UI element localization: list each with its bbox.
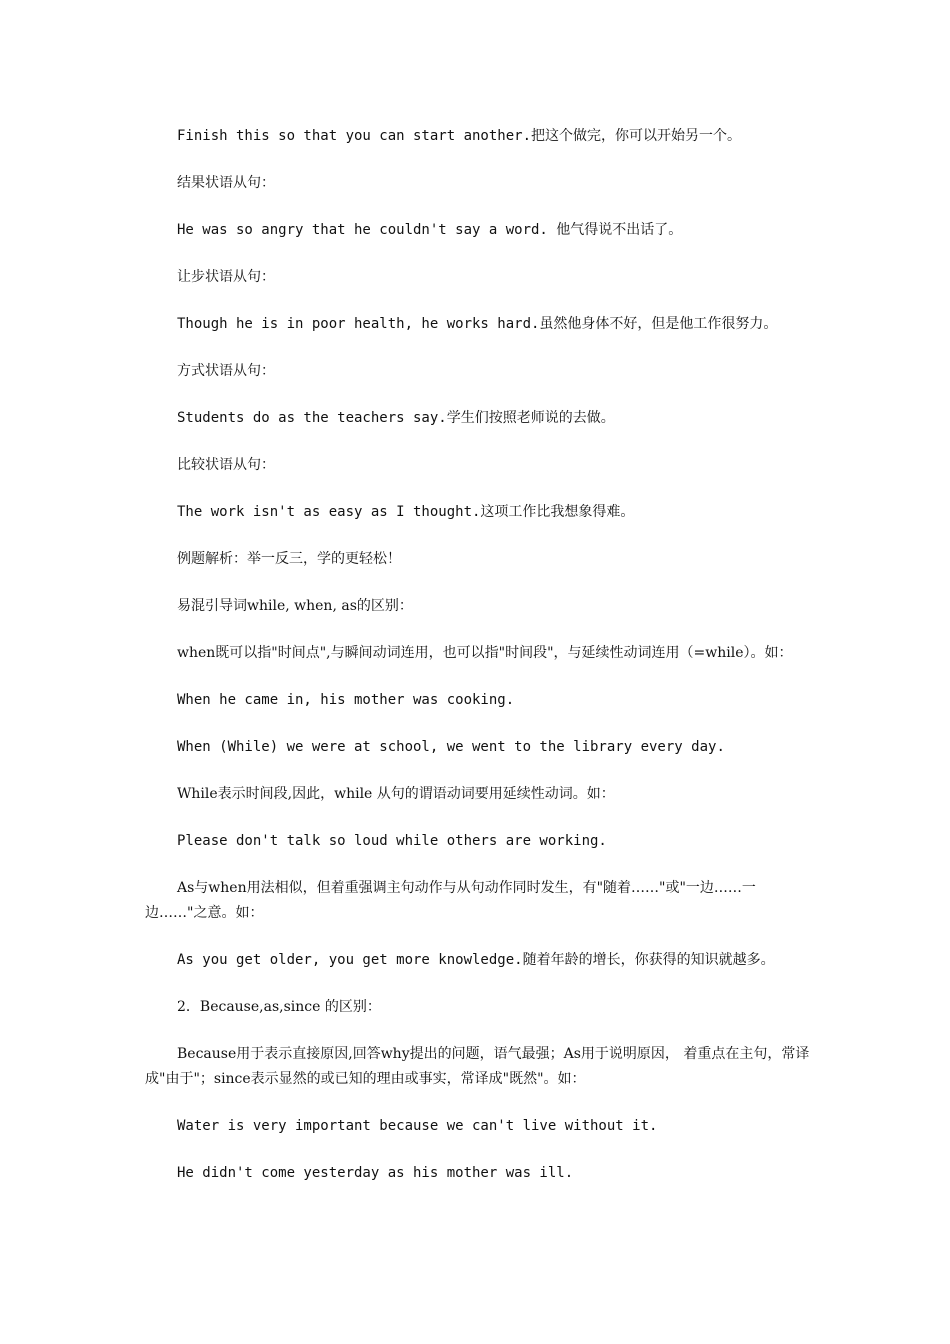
example-sentence: Though he is in poor health, he works hard.虽然他身体不好，但是他工作很努力。 [177,316,778,332]
section-heading-comparison-clause: 比较状语从句： [177,457,275,473]
example-sentence: When (While) we were at school, we went to the library every day. [177,739,725,755]
section-heading-result-clause: 结果状语从句： [177,175,275,191]
example-sentence: Students do as the teachers say.学生们按照老师说的去做。 [177,410,615,426]
explanation-paragraph: While表示时间段,因此，while 从句的谓语动词要用延续性动词。如： [177,786,615,802]
explanation-paragraph: As与when用法相似，但着重强调主句动作与从句动作同时发生，有"随着……"或"一边……一边……"之意。如： [145,880,756,921]
example-sentence: When he came in, his mother was cooking. [177,692,515,708]
example-sentence: Water is very important because we can't live without it. [177,1118,658,1134]
example-sentence: He didn't come yesterday as his mother was ill. [177,1165,574,1181]
section-heading-because-as-since: 2．Because,as,since 的区别： [177,999,381,1015]
explanation-paragraph: when既可以指"时间点",与瞬间动词连用，也可以指"时间段"，与延续性动词连用（=while）。如： [177,645,793,661]
document-body [145,124,810,1208]
section-heading-confusing-conjunctions: 易混引导词while, when, as的区别： [177,598,413,614]
example-sentence: Finish this so that you can start another.把这个做完，你可以开始另一个。 [177,128,742,144]
section-heading-manner-clause: 方式状语从句： [177,363,275,379]
section-heading-concession-clause: 让步状语从句： [177,269,275,285]
example-sentence: As you get older, you get more knowledge.随着年龄的增长，你获得的知识就越多。 [177,952,775,968]
example-sentence: Please don't talk so loud while others are working. [177,833,607,849]
example-sentence: He was so angry that he couldn't say a word. 他气得说不出话了。 [177,222,683,238]
explanation-paragraph: Because用于表示直接原因,回答why提出的问题，语气最强；As用于说明原因， 着重点在主句，常译成"由于"；since表示显然的或已知的理由或事实，常译成"既然"。如： [145,1046,810,1087]
section-heading-examples: 例题解析：举一反三，学的更轻松！ [177,551,401,567]
example-sentence: The work isn't as easy as I thought.这项工作比我想象得难。 [177,504,635,520]
